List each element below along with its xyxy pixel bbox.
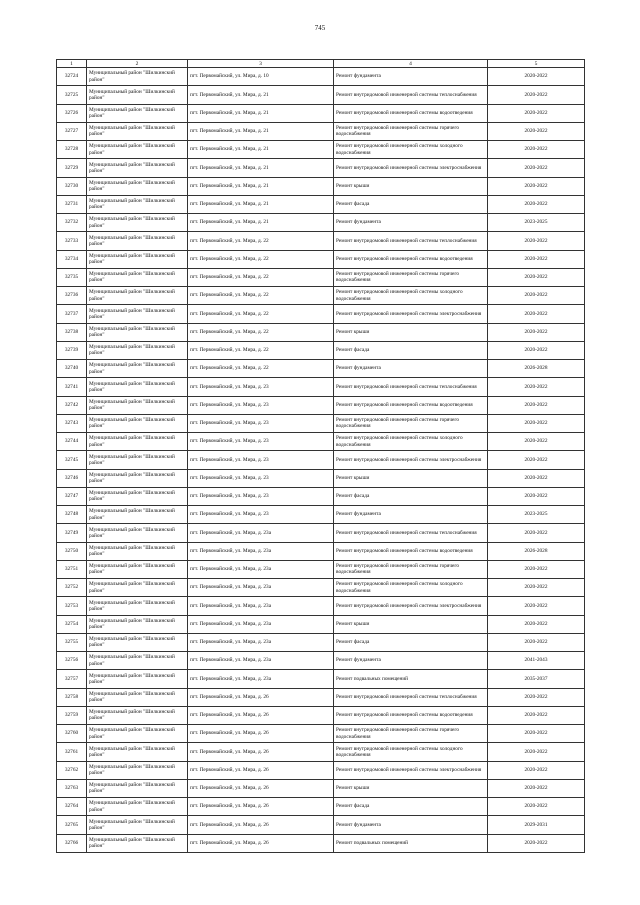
cell-municipality: Муниципальный район "Шилкинский район" [87, 469, 188, 487]
cell-municipality: Муниципальный район "Шилкинский район" [87, 743, 188, 761]
cell-work-type: Ремонт фундамента [334, 652, 488, 670]
cell-number: 32751 [57, 560, 87, 578]
cell-work-type: Ремонт внутридомовой инженерной системы холодного водоснабжения [334, 433, 488, 451]
page-number: 745 [314, 24, 326, 32]
cell-number: 32760 [57, 725, 87, 743]
cell-period: 2020-2022 [488, 706, 585, 724]
table-row [57, 798, 585, 816]
cell-municipality: Муниципальный район "Шилкинский район" [87, 68, 188, 86]
cell-address: пгт. Первомайский, ул. Мира, д. 26 [188, 743, 334, 761]
cell-period: 2020-2022 [488, 122, 585, 140]
cell-address: пгт. Первомайский, ул. Мира, д. 21 [188, 195, 334, 213]
cell-period: 2035-2037 [488, 670, 585, 688]
cell-period: 2020-2022 [488, 396, 585, 414]
cell-municipality: Муниципальный район "Шилкинский район" [87, 615, 188, 633]
table-row [57, 469, 585, 487]
cell-municipality: Муниципальный район "Шилкинский район" [87, 287, 188, 305]
cell-period: 2020-2022 [488, 524, 585, 542]
cell-number: 32739 [57, 341, 87, 359]
cell-address: пгт. Первомайский, ул. Мира, д. 23 [188, 469, 334, 487]
cell-number: 32754 [57, 615, 87, 633]
cell-period: 2020-2022 [488, 560, 585, 578]
cell-municipality: Муниципальный район "Шилкинский район" [87, 323, 188, 341]
cell-address: пгт. Первомайский, ул. Мира, д. 23 [188, 378, 334, 396]
table-body [57, 68, 585, 853]
cell-municipality: Муниципальный район "Шилкинский район" [87, 688, 188, 706]
cell-municipality: Муниципальный район "Шилкинский район" [87, 378, 188, 396]
table-row [57, 597, 585, 615]
cell-municipality: Муниципальный район "Шилкинский район" [87, 798, 188, 816]
cell-work-type: Ремонт фундамента [334, 214, 488, 232]
cell-address: пгт. Первомайский, ул. Мира, д. 23 [188, 396, 334, 414]
cell-municipality: Муниципальный район "Шилкинский район" [87, 524, 188, 542]
cell-number: 32738 [57, 323, 87, 341]
table-row [57, 725, 585, 743]
cell-address: пгт. Первомайский, ул. Мира, д. 26 [188, 688, 334, 706]
cell-work-type: Ремонт внутридомовой инженерной системы водоотведения [334, 104, 488, 122]
cell-work-type: Ремонт фундамента [334, 506, 488, 524]
cell-municipality: Муниципальный район "Шилкинский район" [87, 177, 188, 195]
cell-number: 32749 [57, 524, 87, 542]
cell-period: 2020-2022 [488, 250, 585, 268]
cell-number: 32762 [57, 761, 87, 779]
column-header-period: 5 [488, 60, 585, 68]
cell-municipality: Муниципальный район "Шилкинский район" [87, 652, 188, 670]
cell-address: пгт. Первомайский, ул. Мира, д. 21 [188, 159, 334, 177]
table-row [57, 177, 585, 195]
cell-address: пгт. Первомайский, ул. Мира, д. 22 [188, 360, 334, 378]
table-row [57, 250, 585, 268]
cell-number: 32731 [57, 195, 87, 213]
cell-period: 2020-2022 [488, 159, 585, 177]
cell-period: 2020-2022 [488, 688, 585, 706]
cell-work-type: Ремонт внутридомовой инженерной системы теплоснабжения [334, 378, 488, 396]
cell-municipality: Муниципальный район "Шилкинский район" [87, 706, 188, 724]
column-header-number: 1 [57, 60, 87, 68]
cell-municipality: Муниципальный район "Шилкинский район" [87, 141, 188, 159]
cell-number: 32735 [57, 268, 87, 286]
cell-work-type: Ремонт внутридомовой инженерной системы водоотведения [334, 250, 488, 268]
table-row [57, 615, 585, 633]
cell-work-type: Ремонт внутридомовой инженерной системы теплоснабжения [334, 232, 488, 250]
cell-municipality: Муниципальный район "Шилкинский район" [87, 779, 188, 797]
cell-work-type: Ремонт крыши [334, 323, 488, 341]
table-row [57, 68, 585, 86]
cell-municipality: Муниципальный район "Шилкинский район" [87, 122, 188, 140]
cell-municipality: Муниципальный район "Шилкинский район" [87, 816, 188, 834]
table-row [57, 433, 585, 451]
cell-address: пгт. Первомайский, ул. Мира, д. 23 [188, 506, 334, 524]
cell-work-type: Ремонт крыши [334, 469, 488, 487]
table-row [57, 506, 585, 524]
cell-address: пгт. Первомайский, ул. Мира, д. 23а [188, 579, 334, 597]
cell-work-type: Ремонт внутридомовой инженерной системы электроснабжения [334, 451, 488, 469]
cell-address: пгт. Первомайский, ул. Мира, д. 23а [188, 542, 334, 560]
cell-address: пгт. Первомайский, ул. Мира, д. 21 [188, 104, 334, 122]
cell-period: 2020-2022 [488, 232, 585, 250]
cell-municipality: Муниципальный район "Шилкинский район" [87, 414, 188, 432]
cell-period: 2020-2022 [488, 451, 585, 469]
table-row [57, 560, 585, 578]
cell-work-type: Ремонт внутридомовой инженерной системы холодного водоснабжения [334, 141, 488, 159]
cell-number: 32744 [57, 433, 87, 451]
cell-municipality: Муниципальный район "Шилкинский район" [87, 633, 188, 651]
cell-municipality: Муниципальный район "Шилкинский район" [87, 232, 188, 250]
cell-address: пгт. Первомайский, ул. Мира, д. 22 [188, 232, 334, 250]
cell-number: 32755 [57, 633, 87, 651]
cell-municipality: Муниципальный район "Шилкинский район" [87, 433, 188, 451]
cell-number: 32746 [57, 469, 87, 487]
cell-number: 32758 [57, 688, 87, 706]
cell-number: 32732 [57, 214, 87, 232]
cell-period: 2020-2022 [488, 469, 585, 487]
cell-number: 32764 [57, 798, 87, 816]
cell-address: пгт. Первомайский, ул. Мира, д. 22 [188, 341, 334, 359]
cell-work-type: Ремонт фасада [334, 798, 488, 816]
cell-number: 32724 [57, 68, 87, 86]
cell-number: 32748 [57, 506, 87, 524]
cell-address: пгт. Первомайский, ул. Мира, д. 23а [188, 633, 334, 651]
table-row [57, 761, 585, 779]
cell-address: пгт. Первомайский, ул. Мира, д. 23а [188, 652, 334, 670]
table-row [57, 214, 585, 232]
column-header-work-type: 4 [334, 60, 488, 68]
table-row [57, 633, 585, 651]
cell-work-type: Ремонт фундамента [334, 816, 488, 834]
cell-address: пгт. Первомайский, ул. Мира, д. 26 [188, 706, 334, 724]
cell-work-type: Ремонт фундамента [334, 360, 488, 378]
cell-work-type: Ремонт внутридомовой инженерной системы теплоснабжения [334, 524, 488, 542]
table-row [57, 524, 585, 542]
cell-work-type: Ремонт внутридомовой инженерной системы водоотведения [334, 542, 488, 560]
table-row [57, 305, 585, 323]
cell-address: пгт. Первомайский, ул. Мира, д. 22 [188, 323, 334, 341]
cell-period: 2020-2022 [488, 834, 585, 852]
cell-work-type: Ремонт фасада [334, 487, 488, 505]
cell-period: 2020-2022 [488, 305, 585, 323]
cell-period: 2020-2022 [488, 341, 585, 359]
cell-period: 2020-2022 [488, 268, 585, 286]
table-row [57, 104, 585, 122]
cell-address: пгт. Первомайский, ул. Мира, д. 21 [188, 86, 334, 104]
table-row [57, 86, 585, 104]
cell-number: 32765 [57, 816, 87, 834]
cell-number: 32747 [57, 487, 87, 505]
cell-address: пгт. Первомайский, ул. Мира, д. 21 [188, 122, 334, 140]
cell-work-type: Ремонт крыши [334, 779, 488, 797]
cell-address: пгт. Первомайский, ул. Мира, д. 23а [188, 615, 334, 633]
column-header-municipality: 2 [87, 60, 188, 68]
cell-period: 2020-2022 [488, 195, 585, 213]
cell-period: 2023-2025 [488, 506, 585, 524]
table-row [57, 706, 585, 724]
cell-municipality: Муниципальный район "Шилкинский район" [87, 214, 188, 232]
cell-period: 2026-2028 [488, 360, 585, 378]
cell-municipality: Муниципальный район "Шилкинский район" [87, 451, 188, 469]
cell-number: 32750 [57, 542, 87, 560]
cell-address: пгт. Первомайский, ул. Мира, д. 23 [188, 487, 334, 505]
cell-period: 2020-2022 [488, 177, 585, 195]
cell-work-type: Ремонт подвальных помещений [334, 834, 488, 852]
cell-period: 2020-2022 [488, 287, 585, 305]
cell-work-type: Ремонт внутридомовой инженерной системы горячего водоснабжения [334, 725, 488, 743]
table-row [57, 141, 585, 159]
cell-work-type: Ремонт внутридомовой инженерной системы электроснабжения [334, 159, 488, 177]
cell-period: 2020-2022 [488, 487, 585, 505]
cell-period: 2020-2022 [488, 597, 585, 615]
cell-number: 32736 [57, 287, 87, 305]
table-row [57, 268, 585, 286]
cell-period: 2020-2022 [488, 68, 585, 86]
cell-period: 2020-2022 [488, 104, 585, 122]
cell-address: пгт. Первомайский, ул. Мира, д. 22 [188, 268, 334, 286]
cell-number: 32756 [57, 652, 87, 670]
table-row [57, 122, 585, 140]
cell-number: 32745 [57, 451, 87, 469]
cell-period: 2020-2022 [488, 86, 585, 104]
cell-municipality: Муниципальный район "Шилкинский район" [87, 104, 188, 122]
cell-number: 32763 [57, 779, 87, 797]
cell-address: пгт. Первомайский, ул. Мира, д. 26 [188, 816, 334, 834]
cell-period: 2020-2022 [488, 633, 585, 651]
cell-municipality: Муниципальный район "Шилкинский район" [87, 86, 188, 104]
cell-municipality: Муниципальный район "Шилкинский район" [87, 360, 188, 378]
cell-address: пгт. Первомайский, ул. Мира, д. 22 [188, 287, 334, 305]
cell-number: 32757 [57, 670, 87, 688]
cell-number: 32725 [57, 86, 87, 104]
registry-table [56, 59, 585, 853]
column-header-address: 3 [188, 60, 334, 68]
cell-work-type: Ремонт крыши [334, 177, 488, 195]
table-row [57, 652, 585, 670]
cell-municipality: Муниципальный район "Шилкинский район" [87, 506, 188, 524]
table-row [57, 579, 585, 597]
table-header [57, 60, 585, 68]
cell-period: 2020-2022 [488, 743, 585, 761]
cell-period: 2020-2022 [488, 761, 585, 779]
cell-period: 2023-2025 [488, 214, 585, 232]
table-row [57, 779, 585, 797]
cell-period: 2020-2022 [488, 798, 585, 816]
cell-number: 32727 [57, 122, 87, 140]
table-row [57, 287, 585, 305]
cell-work-type: Ремонт фасада [334, 341, 488, 359]
cell-number: 32730 [57, 177, 87, 195]
cell-address: пгт. Первомайский, ул. Мира, д. 21 [188, 177, 334, 195]
cell-period: 2020-2022 [488, 615, 585, 633]
table-row [57, 487, 585, 505]
table-row [57, 232, 585, 250]
cell-address: пгт. Первомайский, ул. Мира, д. 26 [188, 798, 334, 816]
cell-number: 32737 [57, 305, 87, 323]
cell-municipality: Муниципальный район "Шилкинский район" [87, 542, 188, 560]
cell-number: 32752 [57, 579, 87, 597]
cell-address: пгт. Первомайский, ул. Мира, д. 23а [188, 524, 334, 542]
cell-municipality: Муниципальный район "Шилкинский район" [87, 579, 188, 597]
cell-period: 2020-2022 [488, 378, 585, 396]
cell-work-type: Ремонт внутридомовой инженерной системы теплоснабжения [334, 688, 488, 706]
cell-number: 32733 [57, 232, 87, 250]
table-row [57, 542, 585, 560]
cell-municipality: Муниципальный район "Шилкинский район" [87, 834, 188, 852]
cell-period: 2020-2022 [488, 779, 585, 797]
table-row [57, 414, 585, 432]
cell-number: 32743 [57, 414, 87, 432]
cell-number: 32734 [57, 250, 87, 268]
cell-address: пгт. Первомайский, ул. Мира, д. 10 [188, 68, 334, 86]
cell-number: 32729 [57, 159, 87, 177]
cell-municipality: Муниципальный район "Шилкинский район" [87, 597, 188, 615]
table-row [57, 834, 585, 852]
cell-work-type: Ремонт внутридомовой инженерной системы электроснабжения [334, 761, 488, 779]
table-row [57, 378, 585, 396]
table-row [57, 341, 585, 359]
cell-address: пгт. Первомайский, ул. Мира, д. 22 [188, 305, 334, 323]
cell-municipality: Муниципальный район "Шилкинский район" [87, 725, 188, 743]
cell-number: 32741 [57, 378, 87, 396]
cell-municipality: Муниципальный район "Шилкинский район" [87, 396, 188, 414]
cell-address: пгт. Первомайский, ул. Мира, д. 26 [188, 834, 334, 852]
table-row [57, 396, 585, 414]
cell-number: 32740 [57, 360, 87, 378]
cell-municipality: Муниципальный район "Шилкинский район" [87, 670, 188, 688]
cell-municipality: Муниципальный район "Шилкинский район" [87, 268, 188, 286]
table-row [57, 670, 585, 688]
cell-address: пгт. Первомайский, ул. Мира, д. 23а [188, 670, 334, 688]
cell-period: 2026-2028 [488, 542, 585, 560]
cell-address: пгт. Первомайский, ул. Мира, д. 21 [188, 141, 334, 159]
table-row [57, 360, 585, 378]
cell-work-type: Ремонт внутридомовой инженерной системы водоотведения [334, 706, 488, 724]
cell-work-type: Ремонт крыши [334, 615, 488, 633]
table-row [57, 159, 585, 177]
cell-period: 2020-2022 [488, 433, 585, 451]
cell-period: 2041-2043 [488, 652, 585, 670]
cell-work-type: Ремонт внутридомовой инженерной системы холодного водоснабжения [334, 287, 488, 305]
cell-municipality: Муниципальный район "Шилкинский район" [87, 195, 188, 213]
cell-work-type: Ремонт внутридомовой инженерной системы холодного водоснабжения [334, 579, 488, 597]
cell-municipality: Муниципальный район "Шилкинский район" [87, 761, 188, 779]
cell-number: 32759 [57, 706, 87, 724]
cell-work-type: Ремонт подвальных помещений [334, 670, 488, 688]
cell-work-type: Ремонт внутридомовой инженерной системы горячего водоснабжения [334, 122, 488, 140]
cell-number: 32753 [57, 597, 87, 615]
cell-period: 2020-2022 [488, 414, 585, 432]
cell-work-type: Ремонт фундамента [334, 68, 488, 86]
cell-number: 32742 [57, 396, 87, 414]
cell-work-type: Ремонт внутридомовой инженерной системы холодного водоснабжения [334, 743, 488, 761]
cell-period: 2029-2031 [488, 816, 585, 834]
cell-municipality: Муниципальный район "Шилкинский район" [87, 305, 188, 323]
cell-address: пгт. Первомайский, ул. Мира, д. 22 [188, 250, 334, 268]
cell-municipality: Муниципальный район "Шилкинский район" [87, 159, 188, 177]
cell-address: пгт. Первомайский, ул. Мира, д. 23 [188, 414, 334, 432]
table-row [57, 323, 585, 341]
table-row [57, 816, 585, 834]
cell-work-type: Ремонт внутридомовой инженерной системы электроснабжения [334, 597, 488, 615]
cell-address: пгт. Первомайский, ул. Мира, д. 23 [188, 451, 334, 469]
cell-address: пгт. Первомайский, ул. Мира, д. 26 [188, 725, 334, 743]
cell-number: 32726 [57, 104, 87, 122]
cell-work-type: Ремонт внутридомовой инженерной системы водоотведения [334, 396, 488, 414]
cell-number: 32766 [57, 834, 87, 852]
cell-period: 2020-2022 [488, 579, 585, 597]
cell-work-type: Ремонт фасада [334, 195, 488, 213]
cell-address: пгт. Первомайский, ул. Мира, д. 23а [188, 597, 334, 615]
cell-municipality: Муниципальный район "Шилкинский район" [87, 341, 188, 359]
cell-work-type: Ремонт внутридомовой инженерной системы электроснабжения [334, 305, 488, 323]
table-row [57, 451, 585, 469]
cell-work-type: Ремонт внутридомовой инженерной системы горячего водоснабжения [334, 560, 488, 578]
cell-address: пгт. Первомайский, ул. Мира, д. 21 [188, 214, 334, 232]
cell-number: 32728 [57, 141, 87, 159]
cell-municipality: Муниципальный район "Шилкинский район" [87, 250, 188, 268]
cell-address: пгт. Первомайский, ул. Мира, д. 26 [188, 761, 334, 779]
cell-period: 2020-2022 [488, 323, 585, 341]
cell-period: 2020-2022 [488, 141, 585, 159]
cell-municipality: Муниципальный район "Шилкинский район" [87, 487, 188, 505]
cell-address: пгт. Первомайский, ул. Мира, д. 23а [188, 560, 334, 578]
cell-number: 32761 [57, 743, 87, 761]
cell-work-type: Ремонт фасада [334, 633, 488, 651]
cell-address: пгт. Первомайский, ул. Мира, д. 26 [188, 779, 334, 797]
cell-work-type: Ремонт внутридомовой инженерной системы горячего водоснабжения [334, 268, 488, 286]
header-row [57, 60, 585, 68]
cell-work-type: Ремонт внутридомовой инженерной системы горячего водоснабжения [334, 414, 488, 432]
cell-address: пгт. Первомайский, ул. Мира, д. 23 [188, 433, 334, 451]
table-row [57, 688, 585, 706]
cell-municipality: Муниципальный район "Шилкинский район" [87, 560, 188, 578]
table-row [57, 743, 585, 761]
cell-period: 2020-2022 [488, 725, 585, 743]
table-row [57, 195, 585, 213]
cell-work-type: Ремонт внутридомовой инженерной системы теплоснабжения [334, 86, 488, 104]
